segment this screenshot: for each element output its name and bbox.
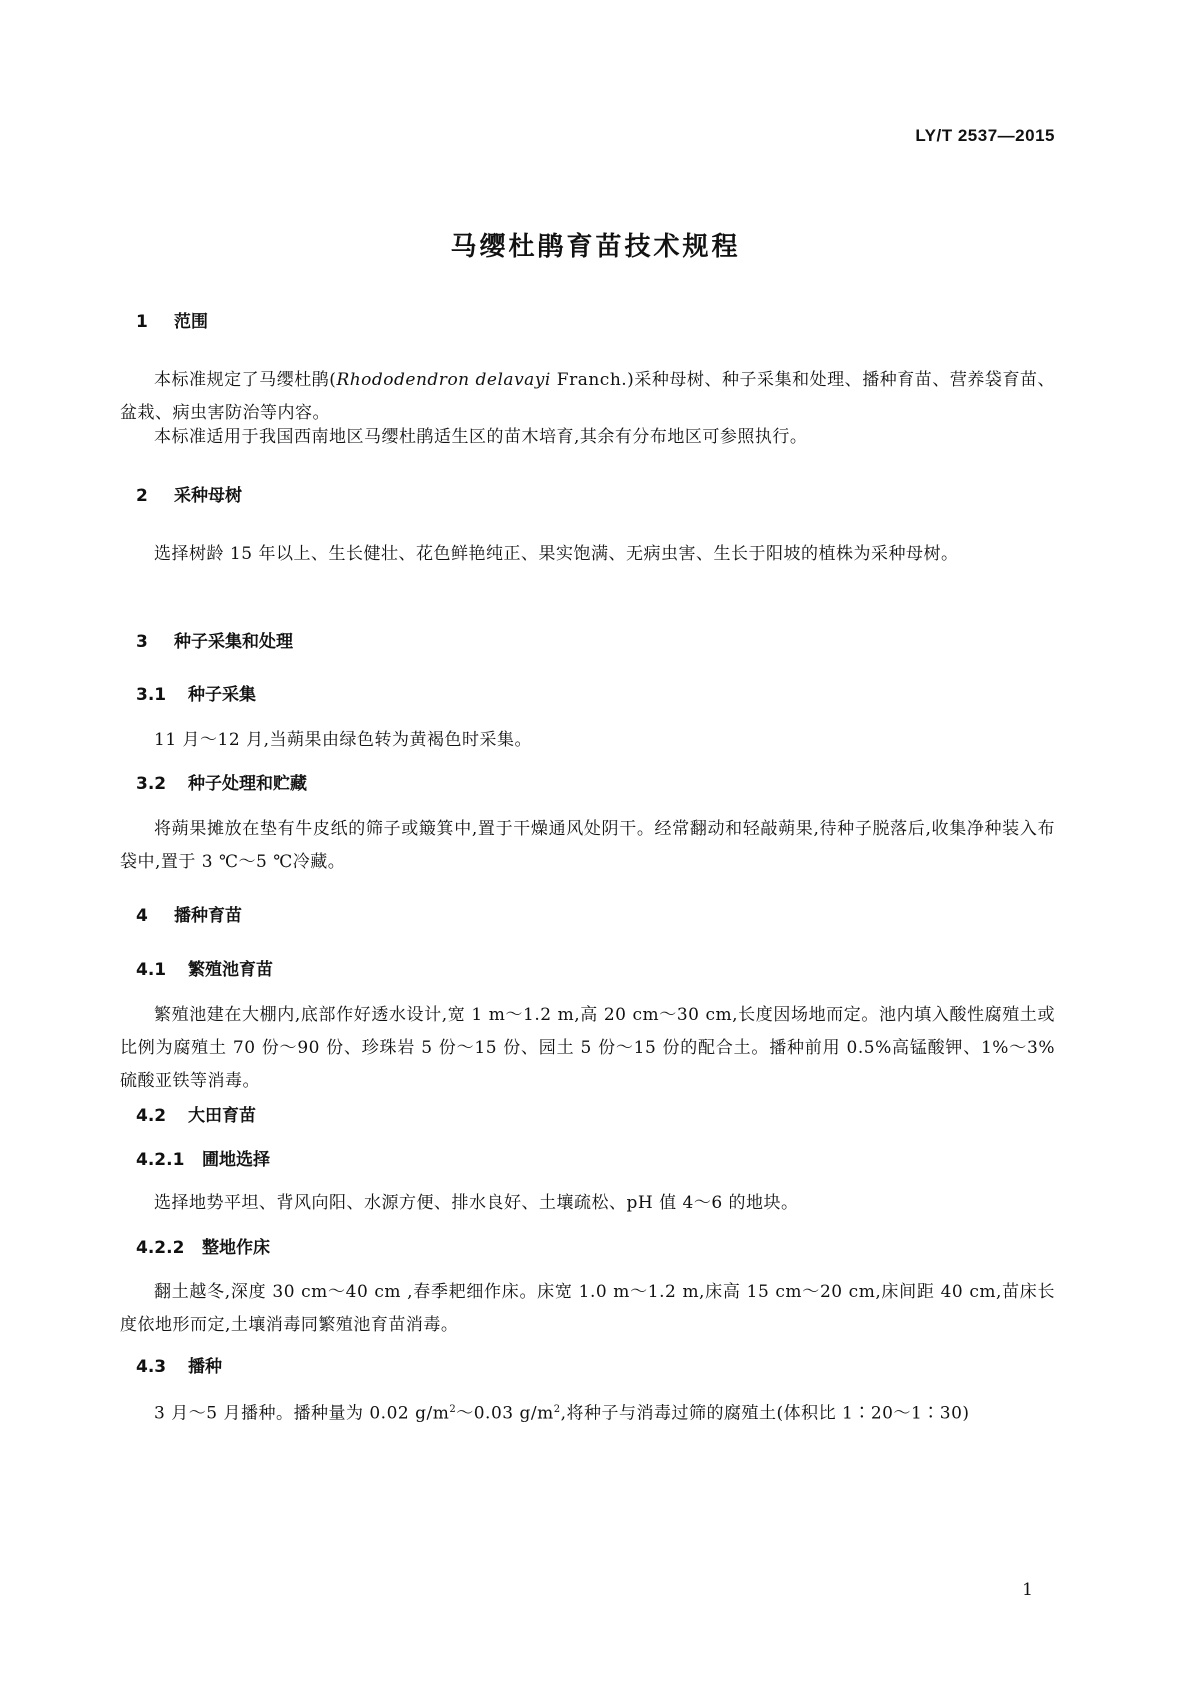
heading-4: 4 播种育苗 <box>136 906 242 926</box>
heading-4-1: 4.1 繁殖池育苗 <box>136 960 273 980</box>
heading-3-1: 3.1 种子采集 <box>136 685 256 705</box>
heading-4-3: 4.3 播种 <box>136 1357 222 1377</box>
heading-number: 1 <box>136 312 148 332</box>
paragraph-sowing: 3 月～5 月播种。播种量为 0.02 $g/m^2\sim 0.03$ $g/m^2$,将种子与消毒过筛的腐殖土(体积比 1∶20～1∶30) <box>154 1403 970 1424</box>
heading-2: 2 采种母树 <box>136 486 242 506</box>
paragraph-scope-2: 本标准适用于我国西南地区马缨杜鹃适生区的苗木培育,其余有分布地区可参照执行。 <box>154 427 808 447</box>
paragraph-breeding-pool: 繁殖池建在大棚内,底部作好透水设计,宽 1 m～1.2 m,高 20 cm～30 cm,长度因场地而定。池内填入酸性腐殖土或比例为腐殖土 70 份～90 份、珍珠岩 5 份～15 份、园土 5 份～15 份的配合土。播种前用 0.5%高锰酸钾、1%～3%硫酸亚铁等消毒。 <box>120 1005 1055 1091</box>
latin-name: Rhododendron delavayi <box>336 370 551 390</box>
paragraph-seed-storage: 将蒴果摊放在垫有牛皮纸的筛子或簸箕中,置于干燥通风处阴干。经常翻动和轻敲蒴果,待种子脱落后,收集净种装入布袋中,置于 3 ℃～5 ℃冷藏。 <box>120 819 1055 872</box>
heading-3: 3 种子采集和处理 <box>136 632 293 652</box>
heading-3-2: 3.2 种子处理和贮藏 <box>136 774 307 794</box>
document-title: 马缨杜鹃育苗技术规程 <box>450 232 741 262</box>
heading-title: 范围 <box>174 312 208 332</box>
heading-4-2-2: 4.2.2 整地作床 <box>136 1238 270 1258</box>
heading-1 <box>136 310 208 334</box>
page-number: 1 <box>1022 1580 1033 1600</box>
paragraph-mother-tree: 选择树龄 15 年以上、生长健壮、花色鲜艳纯正、果实饱满、无病虫害、生长于阳坡的植株为采种母树。 <box>154 544 959 564</box>
heading-4-2-1: 4.2.1 圃地选择 <box>136 1150 270 1170</box>
paragraph-seed-collection: 11 月～12 月,当蒴果由绿色转为黄褐色时采集。 <box>154 730 532 750</box>
paragraph-scope-1: 本标准规定了马缨杜鹃(Rhododendron delavayi Franch.)采种母树、种子采集和处理、播种育苗、营养袋育苗、盆栽、病虫害防治等内容。 <box>120 370 1056 423</box>
paragraph-nursery-selection: 选择地势平坦、背风向阳、水源方便、排水良好、土壤疏松、pH 值 4～6 的地块。 <box>154 1193 799 1213</box>
standard-code: LY/T 2537—2015 <box>915 126 1055 145</box>
heading-4-2: 4.2 大田育苗 <box>136 1106 256 1126</box>
paragraph-bed-preparation: 翻土越冬,深度 30 cm～40 cm ,春季耙细作床。床宽 1.0 m～1.2 m,床高 15 cm～20 cm,床间距 40 cm,苗床长度依地形而定,土壤消毒同繁殖池育苗消毒。 <box>120 1282 1055 1335</box>
